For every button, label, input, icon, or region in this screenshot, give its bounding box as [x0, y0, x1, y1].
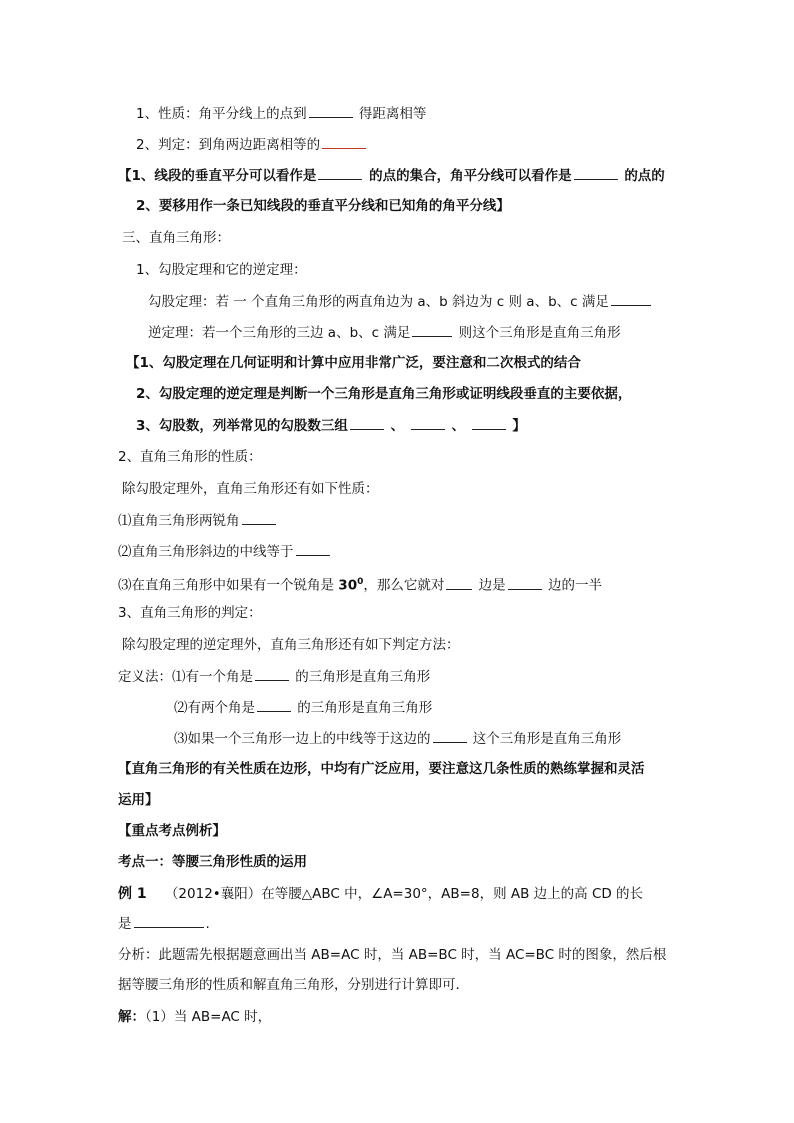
judgement-3	[174, 729, 621, 748]
bisector-judge-line	[136, 135, 368, 154]
note2-line3-pre: 3、勾股数，列举常见的勾股数三组	[136, 418, 348, 434]
note2-line2: 2、勾股定理的逆定理是判断一个三角形是直角三角形或证明线段垂直的主要依据，	[136, 386, 632, 402]
blank-field[interactable]	[242, 511, 276, 525]
analysis-line1: 分析：此题需先根据题意画出当 AB=AC 时，当 AB=BC 时，当 AC=BC 时的图象，然后根	[118, 947, 667, 963]
degree-superscript: 0	[357, 577, 364, 587]
judgement-3-pre: ⑶如果一个三角形一边上的中线等于这边的	[174, 731, 431, 747]
pythag-theorem-line	[148, 292, 653, 311]
note1-text-c: 的点的	[624, 168, 665, 184]
bisector-judge-pre: 2、判定：到角两边距离相等的	[136, 137, 321, 153]
blank-field[interactable]	[611, 292, 651, 306]
property-3-mid2: 边是	[478, 577, 506, 594]
note1-line2: 2、要移用作一条已知线段的垂直平分线和已知角的角平分线】	[136, 198, 510, 214]
bisector-property-post: 得距离相等	[358, 106, 427, 122]
property-2-text: ⑵直角三角形斜边的中线等于	[118, 544, 294, 560]
judgement-2-pre: ⑵有两个角是	[174, 700, 255, 716]
separator: 、	[451, 418, 466, 434]
bracket-close: 】	[512, 418, 526, 434]
property-3-post: 边的一半	[547, 577, 602, 594]
blank-field[interactable]	[412, 323, 452, 337]
note1-text-a: 【1、线段的垂直平分可以看作是	[118, 168, 317, 184]
blank-field[interactable]	[296, 542, 330, 556]
angle-value: 30	[338, 577, 358, 594]
example-line2-post: .	[205, 916, 210, 932]
judgement-1-post: 的三角形是直角三角形	[295, 669, 431, 685]
blank-field[interactable]	[472, 416, 506, 430]
property-3	[118, 573, 602, 595]
note2-line1: 【1、勾股定理在几何证明和计算中应用非常广泛，要注意和二次根式的结合	[126, 355, 581, 371]
pythag-converse-pre: 逆定理：若一个三角形的三边 a、b、c 满足	[148, 325, 411, 341]
example-text: （2012•襄阳）在等腰△ABC 中，∠A=30°，AB=8，则 AB 边上的高 CD 的长	[164, 886, 644, 902]
pythag-heading: 1、勾股定理和它的逆定理：	[136, 262, 307, 278]
focus-point-1: 考点一：等腰三角形性质的运用	[118, 854, 307, 870]
note3-line1: 【直角三角形的有关性质在边形，中均有广泛应用，要注意这几条性质的熟练掌握和灵活	[118, 761, 645, 777]
example-1-line2	[118, 914, 210, 933]
blank-field[interactable]	[574, 166, 618, 180]
judgement-1-pre: ⑴有一个角是	[172, 669, 253, 685]
property-3-pre: ⑶在直角三角形中如果有一个锐角是	[118, 577, 339, 594]
blank-field[interactable]	[255, 667, 289, 681]
pythag-converse-line	[148, 323, 621, 342]
example-label: 例 1	[118, 886, 147, 902]
judgement-1	[118, 667, 430, 686]
blank-field[interactable]	[446, 576, 472, 590]
solution-line	[118, 1008, 271, 1026]
pythag-theorem-text: 勾股定理：若 一 个直角三角形的两直角边为 a、b 斜边为 c 则 a、b、c 满足	[148, 294, 609, 310]
judgement-heading: 3、直角三角形的判定：	[118, 605, 262, 621]
note3-line2: 运用】	[118, 792, 159, 808]
blank-field[interactable]	[309, 104, 353, 118]
focus-heading: 【重点考点例析】	[118, 823, 226, 839]
property-1-text: ⑴直角三角形两锐角	[118, 513, 240, 529]
example-line2-pre: 是	[118, 916, 132, 932]
separator: 、	[390, 418, 405, 434]
blank-field[interactable]	[318, 166, 362, 180]
pythag-converse-post: 则这个三角形是直角三角形	[458, 325, 621, 341]
blank-field[interactable]	[350, 416, 384, 430]
properties-intro: 除勾股定理外，直角三角形还有如下性质：	[122, 481, 379, 497]
properties-heading: 2、直角三角形的性质：	[118, 449, 262, 465]
judgement-2	[174, 698, 432, 717]
blank-field[interactable]	[322, 135, 366, 149]
blank-field[interactable]	[411, 416, 445, 430]
note1-text-b: 的点的集合，角平分线可以看作是	[369, 168, 572, 184]
solution-text: （1）当 AB=AC 时，	[145, 1009, 272, 1025]
judgement-2-post: 的三角形是直角三角形	[297, 700, 433, 716]
property-3-mid: ，那么它就对	[363, 577, 445, 594]
blank-field[interactable]	[257, 698, 291, 712]
property-1	[118, 511, 278, 530]
definition-label: 定义法：	[118, 669, 172, 685]
property-2	[118, 542, 332, 561]
section3-heading: 三、直角三角形：	[122, 230, 230, 246]
solution-label: 解：	[118, 1009, 145, 1025]
judgement-3-post: 这个三角形是直角三角形	[472, 731, 622, 747]
analysis-line2: 据等腰三角形的性质和解直角三角形，分别进行计算即可．	[118, 977, 469, 993]
blank-field[interactable]	[508, 576, 542, 590]
bisector-property-pre: 1、性质：角平分线上的点到	[136, 106, 307, 122]
answer-blank[interactable]	[134, 914, 204, 928]
blank-field[interactable]	[433, 729, 467, 743]
judgement-intro: 除勾股定理的逆定理外，直角三角形还有如下判定方法：	[122, 637, 460, 653]
note1-line1	[118, 166, 665, 185]
example-1-line1	[118, 885, 643, 903]
bisector-property-line	[136, 104, 426, 123]
note2-line3	[136, 416, 526, 435]
